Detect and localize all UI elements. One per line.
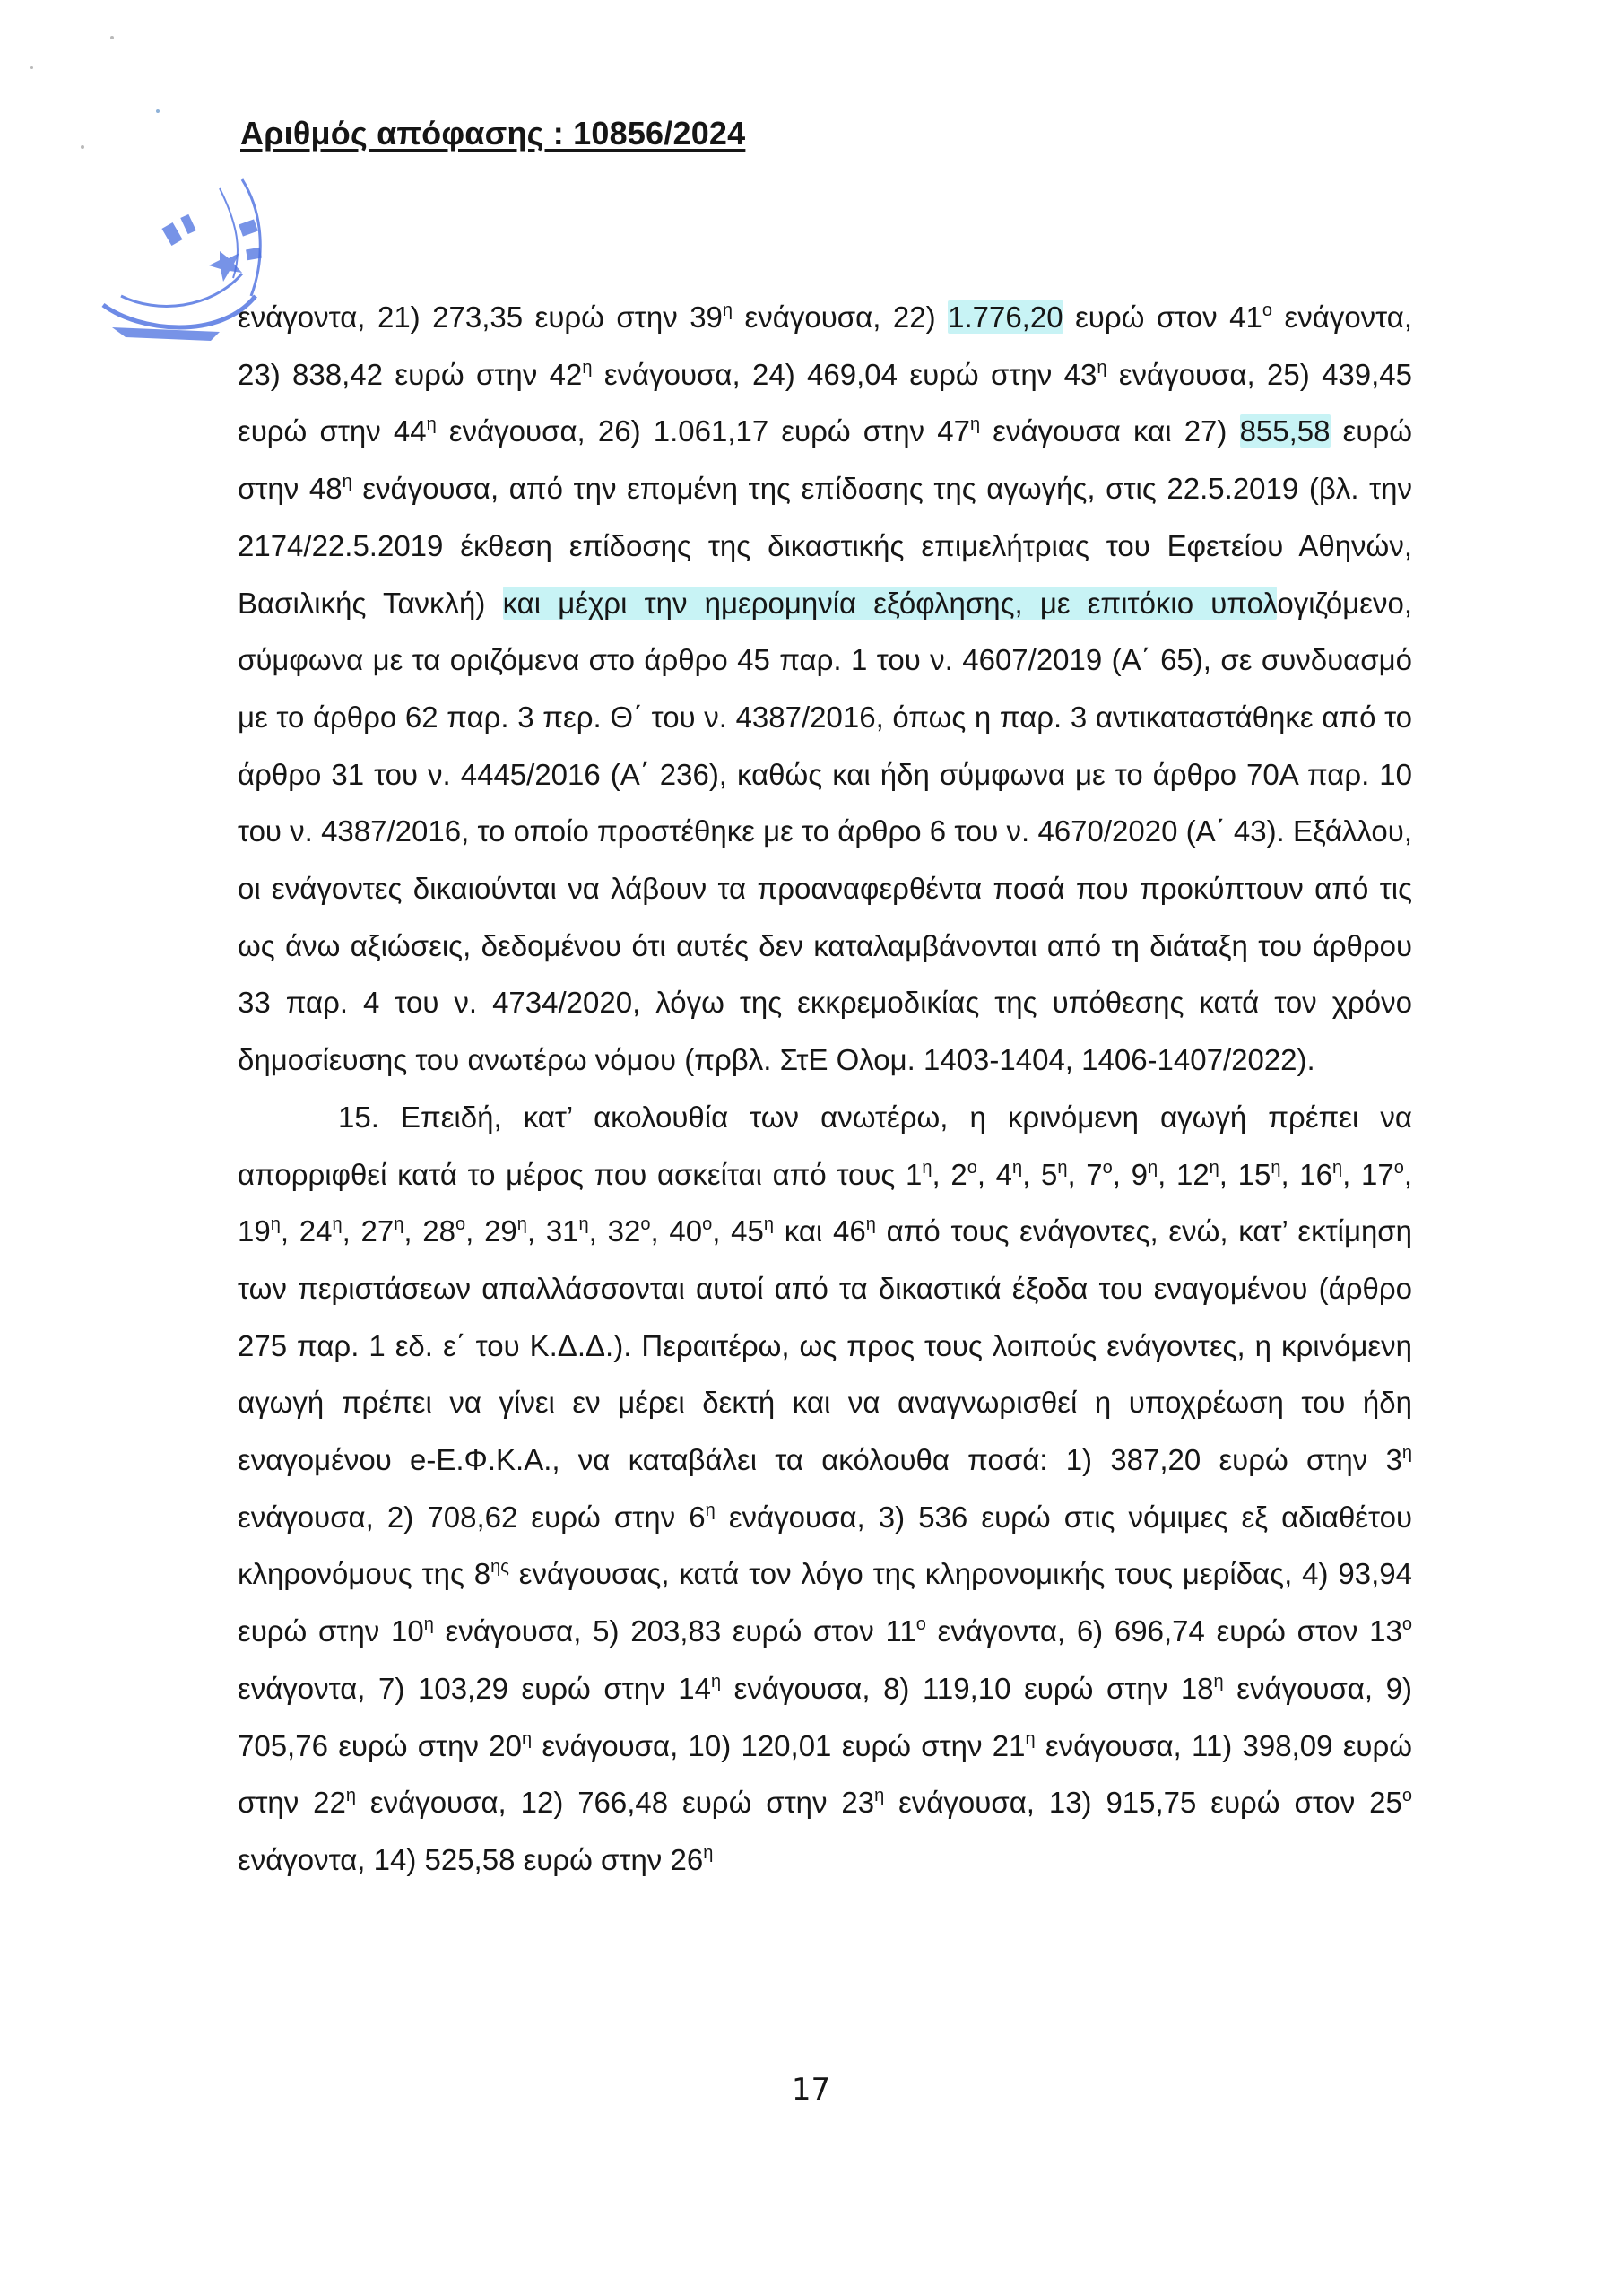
highlighted-amount: 1.776,20	[948, 300, 1063, 334]
paragraph-15: 15. Επειδή, κατ’ ακολουθία των ανωτέρω, η κρινόμενη αγωγή πρέπει να απορριφθεί κατά το μέρος που ασκείται από τους $1^\eta$, $2^o$, $4^\eta$, $5^\eta$, $7^o$, $9^\eta$, $12^\eta$, $15^\eta$, $16^\eta$, $17^o$, $19^\eta$, $24^\eta$, $27^\eta$, $28^o$, $29^\eta$, $31^\eta$, $32^o$, $40^o$, $45^\eta$ και $46^\eta$ από τους ενάγοντες, ενώ, κατ’ εκτίμηση των περιστάσεων απαλλάσσονται αυτοί από τα δικαστικά έξοδα του εναγομένου (άρθρο 275 παρ. 1 εδ. ε΄ του Κ.Δ.Δ.). Περαιτέρω, ως προς τους λοιπούς ενάγοντες, η κρινόμενη αγωγή πρέπει να γίνει εν μέρει δεκτή και να αναγνωρισθεί η υποχρέωση του ήδη εναγομένου e-Ε.Φ.Κ.Α., να καταβάλει τα ακόλουθα ποσά: 1) 387,20 ευρώ στην $3^\eta$ ενάγουσα, 2) 708,62 ευρώ στην $6^\eta$ ενάγουσα, 3) 536 ευρώ στις νόμιμες εξ αδιαθέτου κληρονόμους της $8^{\eta\varsigma}$ ενάγουσας, κατά τον λόγο της κληρονομικής τους μερίδας, 4) 93,94 ευρώ στην $10^\eta$ ενάγουσα, 5) 203,83 ευρώ στον $11^o$ ενάγοντα, 6) 696,74 ευρώ στον $13^o$ ενάγοντα, 7) 103,29 ευρώ στην $14^\eta$ ενάγουσα, 8) 119,10 ευρώ στην $18^\eta$ ενάγουσα, 9) 705,76 ευρώ στην $20^\eta$ ενάγουσα, 10) 120,01 ευρώ στην $21^\eta$ ενάγουσα, 11) 398,09 ευρώ στην $22^\eta$ ενάγουσα, 12) 766,48 ευρώ στην $23^\eta$ ενάγουσα, 13) 915,75 ευρώ στον $25^o$ ενάγοντα, 14) 525,58 ευρώ στην $26^\eta$	[238, 1100, 1413, 1876]
scan-speck	[30, 66, 33, 69]
page-number: 17	[791, 2072, 831, 2108]
scan-speck	[156, 109, 160, 113]
scan-speck	[81, 145, 84, 149]
highlighted-interest-clause: και μέχρι την ημερομηνία εξόφλησης, με επιτόκιο υπολ	[502, 586, 1278, 620]
decision-number-header: Αριθμός απόφασης : 10856/2024	[240, 115, 746, 152]
highlighted-amount: 855,58	[1239, 414, 1331, 448]
scan-speck	[110, 36, 114, 39]
paragraph-14-continuation: ενάγοντα, 21) 273,35 ευρώ στην $39^\eta$ ενάγουσα, 22) 1.776,20 ευρώ στον $41^o$ ενάγοντα, 23) 838,42 ευρώ στην $42^\eta$ ενάγουσα, 24) 469,04 ευρώ στην $43^\eta$ ενάγουσα, 25) 439,45 ευρώ στην $44^\eta$ ενάγουσα, 26) 1.061,17 ευρώ στην $47^\eta$ ενάγουσα και 27) 855,58 ευρώ στην $48^\eta$ ενάγουσα, από την επομένη της επίδοσης της αγωγής, στις 22.5.2019 (βλ. την 2174/22.5.2019 έκθεση επίδοσης της δικαστικής επιμελήτριας του Εφετείου Αθηνών, Βασιλικής Τανκλή) και μέχρι την ημερομηνία εξόφλησης, με επιτόκιο υπολογιζόμενο, σύμφωνα με τα οριζόμενα στο άρθρο 45 παρ. 1 του ν. 4607/2019 (Α΄ 65), σε συνδυασμό με το άρθρο 62 παρ. 3 περ. Θ΄ του ν. 4387/2016, όπως η παρ. 3 αντικαταστάθηκε από το άρθρο 31 του ν. 4445/2016 (Α΄ 236), καθώς και ήδη σύμφωνα με το άρθρο 70Α παρ. 10 του ν. 4387/2016, το οποίο προστέθηκε με το άρθρο 6 του ν. 4670/2020 (Α΄ 43). Εξάλλου, οι ενάγοντες δικαιούνται να λάβουν τα προαναφερθέντα ποσά που προκύπτουν από τις ως άνω αξιώσεις, δεδομένου ότι αυτές δεν καταλαμβάνονται από τη διάταξη του άρθρου 33 παρ. 4 του ν. 4734/2020, λόγω της εκκρεμοδικίας της υπόθεσης κατά τον χρόνο δημοσίευσης του ανωτέρω νόμου (πρβλ. ΣτΕ Ολομ. 1403-1404, 1406-1407/2022).	[238, 300, 1413, 1077]
document-body	[238, 289, 1412, 1889]
